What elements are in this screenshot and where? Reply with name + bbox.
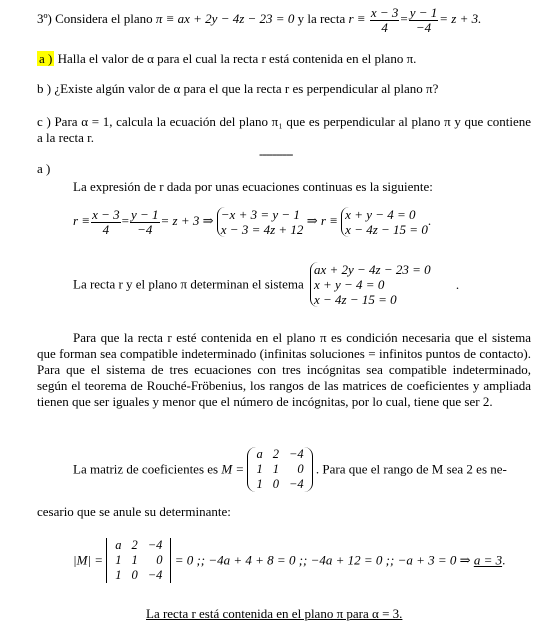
part-c: c ) Para α = 1, calcula la ecuación del plano π₁ que es perpendicular al plano π y que contiene a la recta r. bbox=[37, 114, 531, 145]
det-rest: = 0 ;; −4a + 4 + 8 = 0 ;; −4a + 12 = 0 ;; −a + 3 = 0 ⇒ bbox=[174, 552, 474, 568]
det-label: |M| = bbox=[73, 552, 103, 568]
system-3: ax + 2y − 4z − 23 = 0 x + y − 4 = 0 x − 4z − 15 = 0 bbox=[310, 262, 431, 307]
coefficient-matrix: a 2 −4 1 1 0 1 0 −4 bbox=[247, 447, 312, 492]
explanation-paragraph: Para que la recta r esté contenida en el plano π es condición necesaria que el sistema que forman sea compatible indeterminado (infinitas soluciones = infinitos puntos de contacto). Para que el sistema de tres ecuaciones con tres incógnitas sea compatible indeterminado, según el teorema de Rouché-Fröbenius, los rangos de las matrices de coeficientes y ampliada tienen que ser iguales y menor que el número de incógnitas, por lo cual, tiene que ser 2. bbox=[37, 330, 531, 409]
separator: ---------- bbox=[259, 146, 293, 161]
part-a-text: Halla el valor de α para el cual la recta r está contenida en el plano π. bbox=[54, 51, 417, 66]
matrix-after-2: cesario que se anule su determinante: bbox=[37, 504, 231, 519]
determinant-line: |M| = a 2 −4 1 1 0 1 0 −4 = 0 ;; −4a + 4 + 8 = 0 ;; −4a + 12 = 0 ;; −a + 3 = 0 ⇒ a = 3. bbox=[73, 538, 506, 582]
system-1: −x + 3 = y − 1 x − 3 = 4z + 12 bbox=[217, 207, 304, 237]
det-result: a = 3 bbox=[473, 552, 503, 568]
matrix-after: . Para que el rango de M sea 2 es ne- bbox=[315, 461, 507, 477]
plane-equation: π ≡ ax + 2y − 4z − 23 = 0 bbox=[155, 11, 295, 27]
problem-mid: y la recta bbox=[294, 11, 349, 27]
problem-statement: 3º) Considera el plano π ≡ ax + 2y − 4z − 23 = 0 y la recta r ≡ $\frac{x - 3}{4}$ = $\frac{y - 1}{-4}$ = z + 3. bbox=[37, 5, 482, 35]
expression-intro: La expresión de r dada por unas ecuaciones continuas es la siguiente: bbox=[73, 179, 433, 194]
system-line: La recta r y el plano π determinan el sistema ax + 2y − 4z − 23 = 0 x + y − 4 = 0 x − 4z − 15 = 0 . bbox=[73, 262, 460, 307]
part-a bbox=[37, 51, 416, 67]
system-intro: La recta r y el plano π determinan el sistema bbox=[73, 276, 304, 292]
expression-line: r ≡ $\frac{x - 3}{4}$ = $\frac{y - 1}{-4}$ = z + 3 ⇒ −x + 3 = y − 1 x − 3 = 4z + 12 ⇒ r ≡ x + y − 4 = 0 x − 4z − 15 = 0 . bbox=[73, 206, 432, 237]
line-tail: = z + 3. bbox=[439, 11, 482, 27]
part-b: b ) ¿Existe algún valor de α para el que la recta r es perpendicular al plano π? bbox=[37, 81, 439, 96]
fraction-x: $\frac{x - 3}{4}$ bbox=[370, 5, 399, 35]
expr-fraction-x: $\frac{x - 3}{4}$ bbox=[92, 206, 120, 237]
determinant: a 2 −4 1 1 0 1 0 −4 bbox=[106, 538, 171, 583]
line-lhs: r ≡ bbox=[348, 11, 366, 27]
part-a-label-highlighted: a ) bbox=[39, 51, 53, 66]
conclusion: La recta r está contenida en el plano π para α = 3. bbox=[146, 606, 403, 621]
problem-intro: 3º) Considera el plano bbox=[37, 11, 156, 27]
matrix-label: M = bbox=[221, 461, 245, 477]
fraction-y: $\frac{y - 1}{-4}$ bbox=[409, 5, 438, 35]
matrix-line bbox=[73, 447, 507, 492]
expr-fraction-y: $\frac{y - 1}{-4}$ bbox=[130, 206, 159, 237]
matrix-intro: La matriz de coeficientes es bbox=[73, 461, 219, 477]
system-2: x + y − 4 = 0 x − 4z − 15 = 0 bbox=[341, 207, 428, 237]
solution-a-label: a ) bbox=[37, 161, 51, 176]
